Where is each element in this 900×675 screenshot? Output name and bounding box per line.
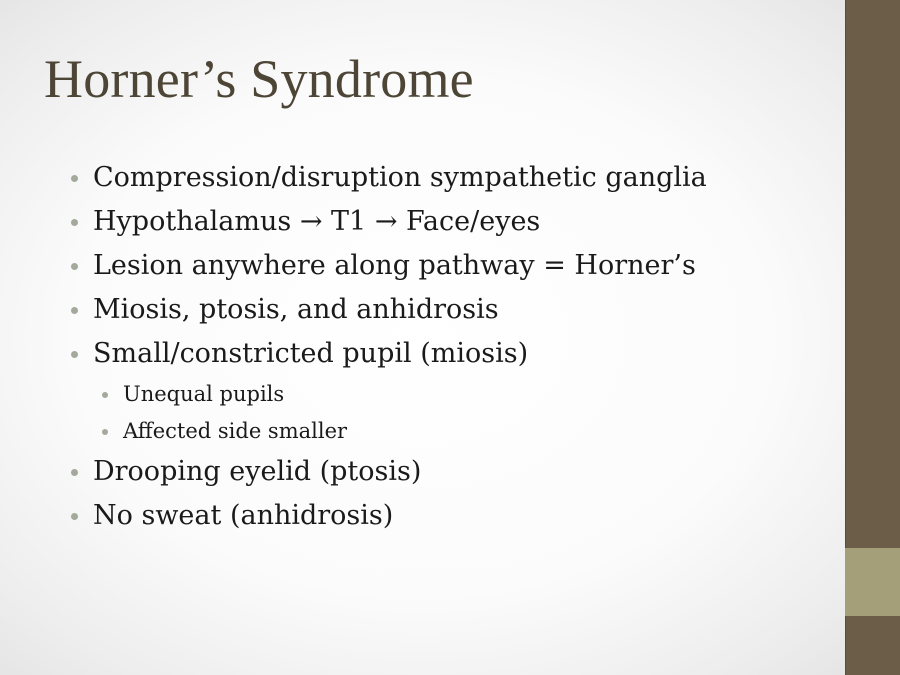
- bullet-text: No sweat (anhidrosis): [93, 500, 394, 531]
- bullet-dot-icon: [71, 175, 78, 182]
- bullet-dot-icon: [71, 351, 78, 358]
- bullet-text: Lesion anywhere along pathway = Horner’s: [93, 250, 696, 281]
- bullet-item: [70, 156, 830, 200]
- bullet-text: Drooping eyelid (ptosis): [93, 456, 422, 487]
- bullet-item: [70, 450, 830, 494]
- sub-bullet-dot-icon: [102, 392, 108, 398]
- bullet-list: [70, 156, 830, 538]
- bullet-item: [70, 200, 830, 244]
- bullet-text: Compression/disruption sympathetic ganglia: [93, 162, 707, 193]
- bullet-text: Hypothalamus → T1 → Face/eyes: [93, 206, 541, 237]
- bullet-dot-icon: [71, 469, 78, 476]
- bullet-dot-icon: [71, 513, 78, 520]
- bullet-item: [70, 494, 830, 538]
- bullet-dot-icon: [71, 307, 78, 314]
- bullet-item: [70, 244, 830, 288]
- bullet-dot-icon: [71, 263, 78, 270]
- bullet-item: [70, 288, 830, 332]
- slide-title: Horner’s Syndrome: [44, 49, 474, 109]
- sub-bullet-item: [70, 376, 830, 413]
- sub-bullet-text: Unequal pupils: [123, 382, 285, 406]
- sub-bullet-dot-icon: [102, 429, 108, 435]
- side-accent-block: [845, 548, 900, 616]
- bullet-dot-icon: [71, 219, 78, 226]
- sub-bullet-text: Affected side smaller: [123, 419, 348, 443]
- bullet-text: Miosis, ptosis, and anhidrosis: [93, 294, 499, 325]
- bullet-text: Small/constricted pupil (miosis): [93, 338, 529, 369]
- bullet-item: [70, 332, 830, 376]
- sub-bullet-item: [70, 413, 830, 450]
